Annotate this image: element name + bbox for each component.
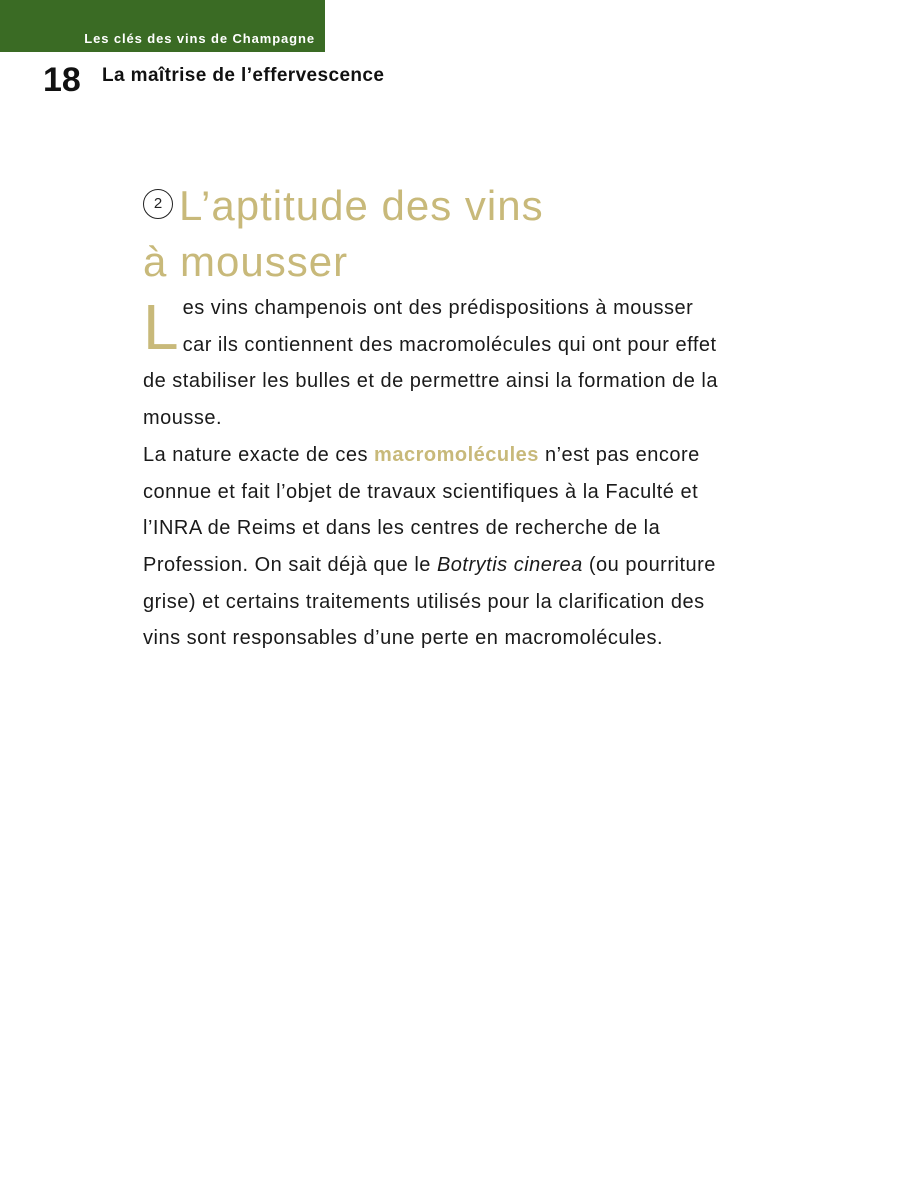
section-content xyxy=(143,178,723,657)
page-number: 18 xyxy=(43,61,81,99)
header-band xyxy=(0,0,325,52)
italic-term: Botrytis cinerea xyxy=(436,553,583,576)
drop-cap: L xyxy=(143,291,179,363)
paragraph-2-middle: n’est pas encore connue et fait l’objet de travaux scientifiques à la Faculté et l’INRA de Reims et dans les centres de recherche de la Profession. On sait déjà que le xyxy=(143,443,700,576)
chapter-title: La maîtrise de l’effervescence xyxy=(102,65,385,86)
paragraph-2-end: (ou pourriture grise) et certains traitements utilisés pour la clarification des vins sont responsables d’une perte en macromolécules. xyxy=(143,553,716,650)
paragraph-2-intro: La nature exacte de ces xyxy=(143,443,375,466)
paragraph-2 xyxy=(143,437,723,657)
highlighted-term: macromolécules xyxy=(374,443,539,466)
section-heading-line1: L’aptitude des vins xyxy=(179,182,544,229)
section-heading-line2: à mousser xyxy=(143,238,349,285)
section-heading xyxy=(143,178,723,290)
paragraph-1 xyxy=(143,290,723,437)
paragraph-1-text: es vins champenois ont des prédispositions à mousser car ils contiennent des macromolécules qui ont pour effet de stabiliser les bulles et de permettre ainsi la formation de la mousse. xyxy=(143,297,718,430)
series-title: Les clés des vins de Champagne xyxy=(84,31,315,46)
section-number-badge: 2 xyxy=(143,189,173,219)
